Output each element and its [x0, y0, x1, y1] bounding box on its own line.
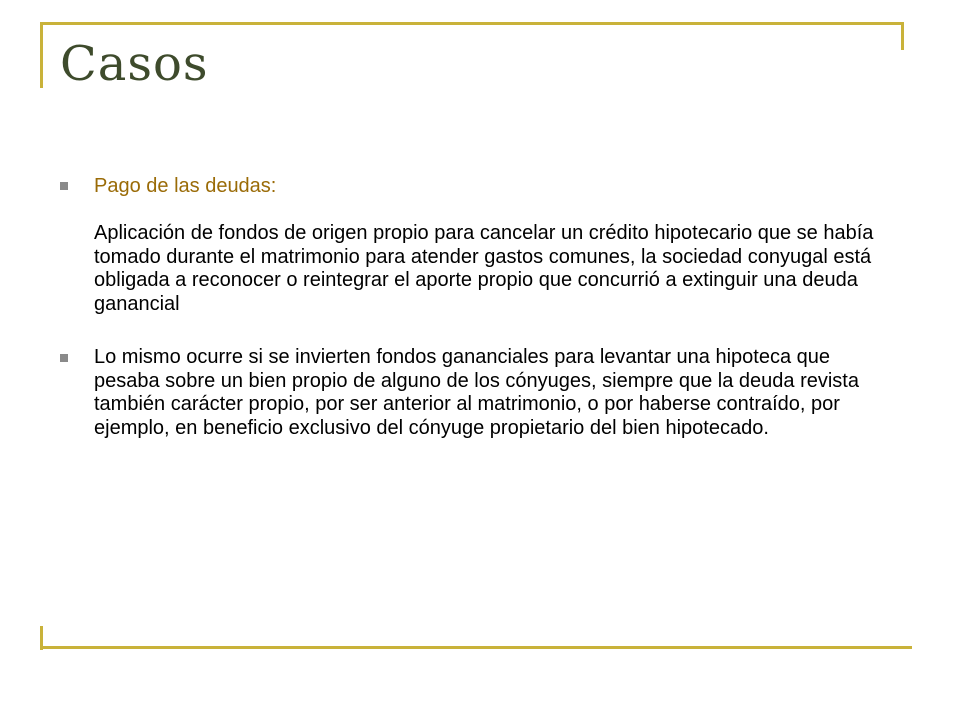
bullet-square-icon [60, 354, 68, 362]
bullet-heading: Pago de las deudas: [94, 175, 277, 197]
frame-bottom-line [40, 646, 912, 649]
slide-content [60, 174, 900, 440]
bullet-square-icon [60, 182, 68, 190]
frame-left-line [40, 22, 43, 88]
frame-top-line [40, 22, 904, 25]
frame-bottom-left-line [40, 626, 43, 650]
body-paragraph-1: Aplicación de fondos de origen propio para cancelar un crédito hipotecario que se había tomado durante el matrimonio para atender gastos comunes, la sociedad conyugal está obligada a reconocer o reintegrar el aporte propio que concurrió a extinguir una deuda ganancial [94, 222, 874, 315]
bullet-item-1 [60, 174, 900, 198]
bullet-item-2 [60, 346, 900, 440]
body-paragraph-2: Lo mismo ocurre si se invierten fondos gananciales para levantar una hipoteca que pesaba sobre un bien propio de alguno de los cónyuges, siempre que la deuda revista también carácter propio, por ser anterior al matrimonio, o por haberse contraído, por ejemplo, en beneficio exclusivo del cónyuge propietario del bien hipotecado. [94, 346, 859, 439]
slide-title: Casos [60, 36, 209, 92]
frame-right-line [901, 22, 904, 50]
